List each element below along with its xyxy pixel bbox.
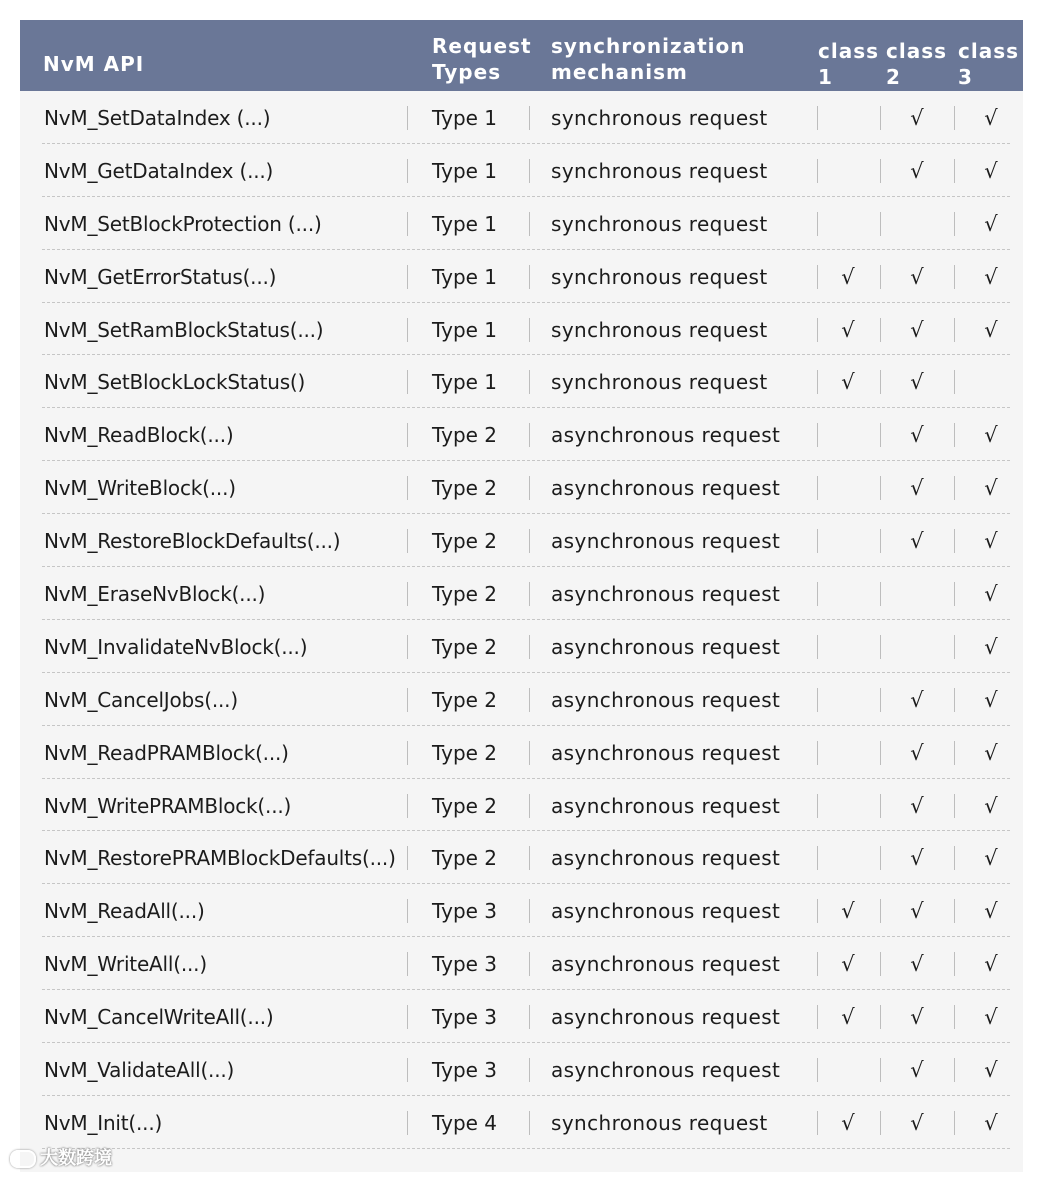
class-1-cell	[817, 831, 879, 884]
api-cell: NvM_CancelWriteAll(...)	[44, 1005, 274, 1030]
column-separator	[880, 318, 881, 342]
column-separator	[407, 899, 408, 923]
column-separator	[817, 1111, 818, 1135]
class-1-cell: √	[841, 899, 855, 924]
column-separator	[817, 265, 818, 289]
column-separator	[817, 688, 818, 712]
header-class3-line1: class	[958, 39, 1020, 63]
class-2-cell: √	[910, 370, 924, 395]
column-separator	[529, 1058, 530, 1082]
class-1-cell	[817, 673, 879, 726]
table-row	[0, 408, 1045, 461]
request-type-cell: Type 1	[432, 158, 498, 183]
class-3-cell: √	[984, 740, 998, 765]
sync-mechanism-cell: synchronous request	[551, 370, 768, 395]
sync-mechanism-cell: synchronous request	[551, 211, 768, 236]
request-type-cell: Type 2	[432, 740, 498, 765]
column-separator	[954, 370, 955, 394]
column-separator	[529, 106, 530, 130]
class-2-cell: √	[910, 529, 924, 554]
column-separator	[407, 212, 408, 236]
sync-mechanism-cell: asynchronous request	[551, 582, 781, 607]
column-separator	[529, 1005, 530, 1029]
column-separator	[407, 1111, 408, 1135]
class-3-cell: √	[984, 106, 998, 130]
class-1-cell: √	[841, 1005, 855, 1030]
class-1-cell: √	[841, 370, 855, 395]
class-1-cell	[817, 620, 879, 673]
column-separator	[954, 159, 955, 183]
class-1-cell	[817, 408, 879, 461]
sync-mechanism-cell: synchronous request	[551, 106, 768, 130]
column-separator	[880, 899, 881, 923]
api-cell: NvM_GetErrorStatus(...)	[44, 264, 277, 289]
header-api: NvM API	[43, 52, 145, 76]
header-class3-line2: 3	[958, 65, 973, 89]
column-separator	[407, 529, 408, 553]
api-cell: NvM_EraseNvBlock(...)	[44, 582, 266, 607]
column-separator	[954, 741, 955, 765]
column-separator	[407, 582, 408, 606]
class-2-cell: √	[910, 476, 924, 501]
sync-mechanism-cell: asynchronous request	[551, 952, 781, 977]
class-1-cell	[817, 726, 879, 779]
class-3-cell: √	[984, 317, 998, 342]
column-separator	[529, 794, 530, 818]
column-separator	[954, 529, 955, 553]
header-sync-line2: mechanism	[551, 60, 688, 84]
watermark-text: 大数跨境	[40, 1148, 112, 1169]
class-3-cell: √	[984, 1110, 998, 1135]
class-3-cell: √	[984, 687, 998, 712]
table-row	[0, 884, 1045, 937]
column-separator	[407, 159, 408, 183]
sync-mechanism-cell: asynchronous request	[551, 687, 781, 712]
class-3-cell: √	[984, 529, 998, 554]
column-separator	[817, 846, 818, 870]
class-2-cell: √	[910, 1005, 924, 1030]
column-separator	[407, 635, 408, 659]
column-separator	[817, 899, 818, 923]
column-separator	[880, 952, 881, 976]
api-cell: NvM_ReadBlock(...)	[44, 423, 234, 448]
column-separator	[529, 159, 530, 183]
class-2-cell	[881, 567, 953, 620]
sync-mechanism-cell: asynchronous request	[551, 899, 781, 924]
class-1-cell	[817, 514, 879, 567]
api-cell: NvM_GetDataIndex (...)	[44, 158, 274, 183]
column-separator	[954, 318, 955, 342]
class-3-cell	[955, 355, 1027, 408]
header-class-3	[958, 38, 1019, 90]
header-sync-line1: synchronization	[551, 34, 746, 58]
class-3-cell: √	[984, 634, 998, 659]
column-separator	[407, 1058, 408, 1082]
column-separator	[954, 1111, 955, 1135]
sync-mechanism-cell: asynchronous request	[551, 793, 781, 818]
column-separator	[407, 370, 408, 394]
request-type-cell: Type 2	[432, 634, 498, 659]
column-separator	[529, 582, 530, 606]
column-separator	[817, 370, 818, 394]
sync-mechanism-cell: synchronous request	[551, 158, 768, 183]
column-separator	[954, 423, 955, 447]
column-separator	[529, 1111, 530, 1135]
column-separator	[529, 265, 530, 289]
api-cell: NvM_SetBlockLockStatus()	[44, 370, 306, 395]
column-separator	[954, 688, 955, 712]
column-separator	[407, 741, 408, 765]
column-separator	[529, 423, 530, 447]
class-2-cell: √	[910, 846, 924, 871]
class-1-cell: √	[841, 952, 855, 977]
class-1-cell: √	[841, 1110, 855, 1135]
table-row	[0, 91, 1045, 144]
column-separator	[880, 476, 881, 500]
column-separator	[880, 794, 881, 818]
request-type-cell: Type 3	[432, 899, 498, 924]
request-type-cell: Type 1	[432, 370, 498, 395]
table-row	[0, 567, 1045, 620]
table-row	[0, 990, 1045, 1043]
class-3-cell: √	[984, 264, 998, 289]
class-2-cell: √	[910, 687, 924, 712]
api-cell: NvM_WriteBlock(...)	[44, 476, 236, 501]
request-type-cell: Type 2	[432, 423, 498, 448]
class-1-cell: √	[841, 264, 855, 289]
column-separator	[954, 635, 955, 659]
column-separator	[880, 370, 881, 394]
column-separator	[529, 952, 530, 976]
column-separator	[817, 318, 818, 342]
request-type-cell: Type 2	[432, 687, 498, 712]
column-separator	[954, 582, 955, 606]
header-class1-line2: 1	[818, 65, 833, 89]
column-separator	[817, 476, 818, 500]
column-separator	[954, 899, 955, 923]
column-separator	[817, 529, 818, 553]
api-cell: NvM_ReadAll(...)	[44, 899, 205, 924]
column-separator	[880, 1058, 881, 1082]
class-2-cell: √	[910, 106, 924, 130]
header-class2-line1: class	[886, 39, 948, 63]
column-separator	[954, 1058, 955, 1082]
table-row	[0, 779, 1045, 832]
request-type-cell: Type 1	[432, 317, 498, 342]
class-3-cell: √	[984, 846, 998, 871]
api-cell: NvM_ValidateAll(...)	[44, 1058, 235, 1083]
column-separator	[880, 635, 881, 659]
class-3-cell: √	[984, 582, 998, 607]
class-2-cell: √	[910, 264, 924, 289]
column-separator	[407, 1005, 408, 1029]
column-separator	[817, 794, 818, 818]
column-separator	[954, 476, 955, 500]
column-separator	[954, 846, 955, 870]
class-3-cell: √	[984, 158, 998, 183]
request-type-cell: Type 1	[432, 264, 498, 289]
column-separator	[817, 159, 818, 183]
class-2-cell: √	[910, 317, 924, 342]
api-cell: NvM_SetDataIndex (...)	[44, 106, 271, 130]
request-type-cell: Type 3	[432, 952, 498, 977]
column-separator	[407, 265, 408, 289]
class-1-cell	[817, 779, 879, 832]
request-type-cell: Type 2	[432, 476, 498, 501]
class-3-cell: √	[984, 211, 998, 236]
table-row	[0, 1043, 1045, 1096]
sync-mechanism-cell: asynchronous request	[551, 846, 781, 871]
table-row	[0, 355, 1045, 408]
column-separator	[407, 952, 408, 976]
table-body	[0, 91, 1045, 1149]
table-row	[0, 197, 1045, 250]
class-2-cell: √	[910, 423, 924, 448]
class-3-cell: √	[984, 952, 998, 977]
class-2-cell: √	[910, 899, 924, 924]
request-type-cell: Type 2	[432, 846, 498, 871]
column-separator	[817, 741, 818, 765]
api-cell: NvM_Init(...)	[44, 1110, 163, 1135]
api-cell: NvM_InvalidateNvBlock(...)	[44, 634, 308, 659]
request-type-cell: Type 2	[432, 582, 498, 607]
table-row	[0, 726, 1045, 779]
api-cell: NvM_WritePRAMBlock(...)	[44, 793, 292, 818]
header-request-types	[432, 33, 532, 85]
class-3-cell: √	[984, 1058, 998, 1083]
column-separator	[954, 212, 955, 236]
header-class-1	[818, 38, 879, 90]
class-3-cell: √	[984, 1005, 998, 1030]
table-header	[20, 20, 1023, 91]
api-cell: NvM_SetBlockProtection (...)	[44, 211, 322, 236]
sync-mechanism-cell: asynchronous request	[551, 740, 781, 765]
header-sync-mechanism	[551, 33, 746, 85]
table-row	[0, 250, 1045, 303]
class-3-cell: √	[984, 423, 998, 448]
column-separator	[407, 794, 408, 818]
column-separator	[954, 106, 955, 130]
table-row	[0, 144, 1045, 197]
column-separator	[529, 635, 530, 659]
column-separator	[880, 1111, 881, 1135]
table-row	[0, 937, 1045, 990]
header-class1-line1: class	[818, 39, 880, 63]
api-cell: NvM_SetRamBlockStatus(...)	[44, 317, 324, 342]
column-separator	[817, 212, 818, 236]
column-separator	[529, 846, 530, 870]
watermark-logo-icon	[10, 1150, 36, 1168]
sync-mechanism-cell: asynchronous request	[551, 1005, 781, 1030]
class-1-cell	[817, 91, 879, 144]
column-separator	[407, 688, 408, 712]
sync-mechanism-cell: synchronous request	[551, 1110, 768, 1135]
class-2-cell: √	[910, 1058, 924, 1083]
api-cell: NvM_WriteAll(...)	[44, 952, 207, 977]
column-separator	[817, 423, 818, 447]
class-1-cell	[817, 197, 879, 250]
column-separator	[817, 952, 818, 976]
class-2-cell: √	[910, 158, 924, 183]
class-1-cell	[817, 144, 879, 197]
class-1-cell	[817, 1043, 879, 1096]
column-separator	[529, 212, 530, 236]
column-separator	[817, 106, 818, 130]
column-separator	[407, 318, 408, 342]
column-separator	[529, 318, 530, 342]
sync-mechanism-cell: synchronous request	[551, 264, 768, 289]
class-1-cell	[817, 461, 879, 514]
class-2-cell	[881, 620, 953, 673]
table-row	[0, 831, 1045, 884]
column-separator	[880, 582, 881, 606]
column-separator	[954, 952, 955, 976]
class-2-cell: √	[910, 952, 924, 977]
column-separator	[529, 688, 530, 712]
class-3-cell: √	[984, 793, 998, 818]
column-separator	[880, 529, 881, 553]
api-cell: NvM_RestorePRAMBlockDefaults(...)	[44, 846, 396, 871]
column-separator	[954, 794, 955, 818]
column-separator	[880, 741, 881, 765]
request-type-cell: Type 3	[432, 1005, 498, 1030]
column-separator	[954, 1005, 955, 1029]
column-separator	[817, 1005, 818, 1029]
column-separator	[407, 846, 408, 870]
column-separator	[817, 582, 818, 606]
table-row	[0, 620, 1045, 673]
request-type-cell: Type 3	[432, 1058, 498, 1083]
table-row	[0, 1096, 1045, 1149]
sync-mechanism-cell: asynchronous request	[551, 529, 781, 554]
api-cell: NvM_RestoreBlockDefaults(...)	[44, 529, 341, 554]
table-row	[0, 461, 1045, 514]
request-type-cell: Type 4	[432, 1110, 498, 1135]
watermark	[10, 1145, 112, 1173]
column-separator	[880, 1005, 881, 1029]
column-separator	[880, 846, 881, 870]
class-2-cell: √	[910, 1110, 924, 1135]
column-separator	[817, 635, 818, 659]
column-separator	[880, 106, 881, 130]
column-separator	[954, 265, 955, 289]
header-request-line1: Request	[432, 34, 532, 58]
column-separator	[407, 423, 408, 447]
sync-mechanism-cell: synchronous request	[551, 317, 768, 342]
api-cell: NvM_CancelJobs(...)	[44, 687, 238, 712]
header-request-line2: Types	[432, 60, 502, 84]
sync-mechanism-cell: asynchronous request	[551, 1058, 781, 1083]
column-separator	[880, 688, 881, 712]
api-cell: NvM_ReadPRAMBlock(...)	[44, 740, 289, 765]
column-separator	[529, 899, 530, 923]
sync-mechanism-cell: asynchronous request	[551, 634, 781, 659]
column-separator	[529, 741, 530, 765]
class-2-cell: √	[910, 793, 924, 818]
request-type-cell: Type 1	[432, 106, 498, 130]
request-type-cell: Type 2	[432, 529, 498, 554]
column-separator	[880, 265, 881, 289]
request-type-cell: Type 1	[432, 211, 498, 236]
column-separator	[529, 476, 530, 500]
column-separator	[880, 212, 881, 236]
sync-mechanism-cell: asynchronous request	[551, 423, 781, 448]
request-type-cell: Type 2	[432, 793, 498, 818]
class-3-cell: √	[984, 899, 998, 924]
class-3-cell: √	[984, 476, 998, 501]
column-separator	[880, 159, 881, 183]
class-1-cell	[817, 567, 879, 620]
column-separator	[529, 370, 530, 394]
class-2-cell: √	[910, 740, 924, 765]
column-separator	[407, 106, 408, 130]
class-2-cell	[881, 197, 953, 250]
class-1-cell: √	[841, 317, 855, 342]
table-row	[0, 514, 1045, 567]
sync-mechanism-cell: asynchronous request	[551, 476, 781, 501]
column-separator	[817, 1058, 818, 1082]
header-class2-line2: 2	[886, 65, 901, 89]
header-class-2	[886, 38, 947, 90]
column-separator	[880, 423, 881, 447]
table-row	[0, 303, 1045, 356]
table-row	[0, 673, 1045, 726]
column-separator	[407, 476, 408, 500]
column-separator	[529, 529, 530, 553]
